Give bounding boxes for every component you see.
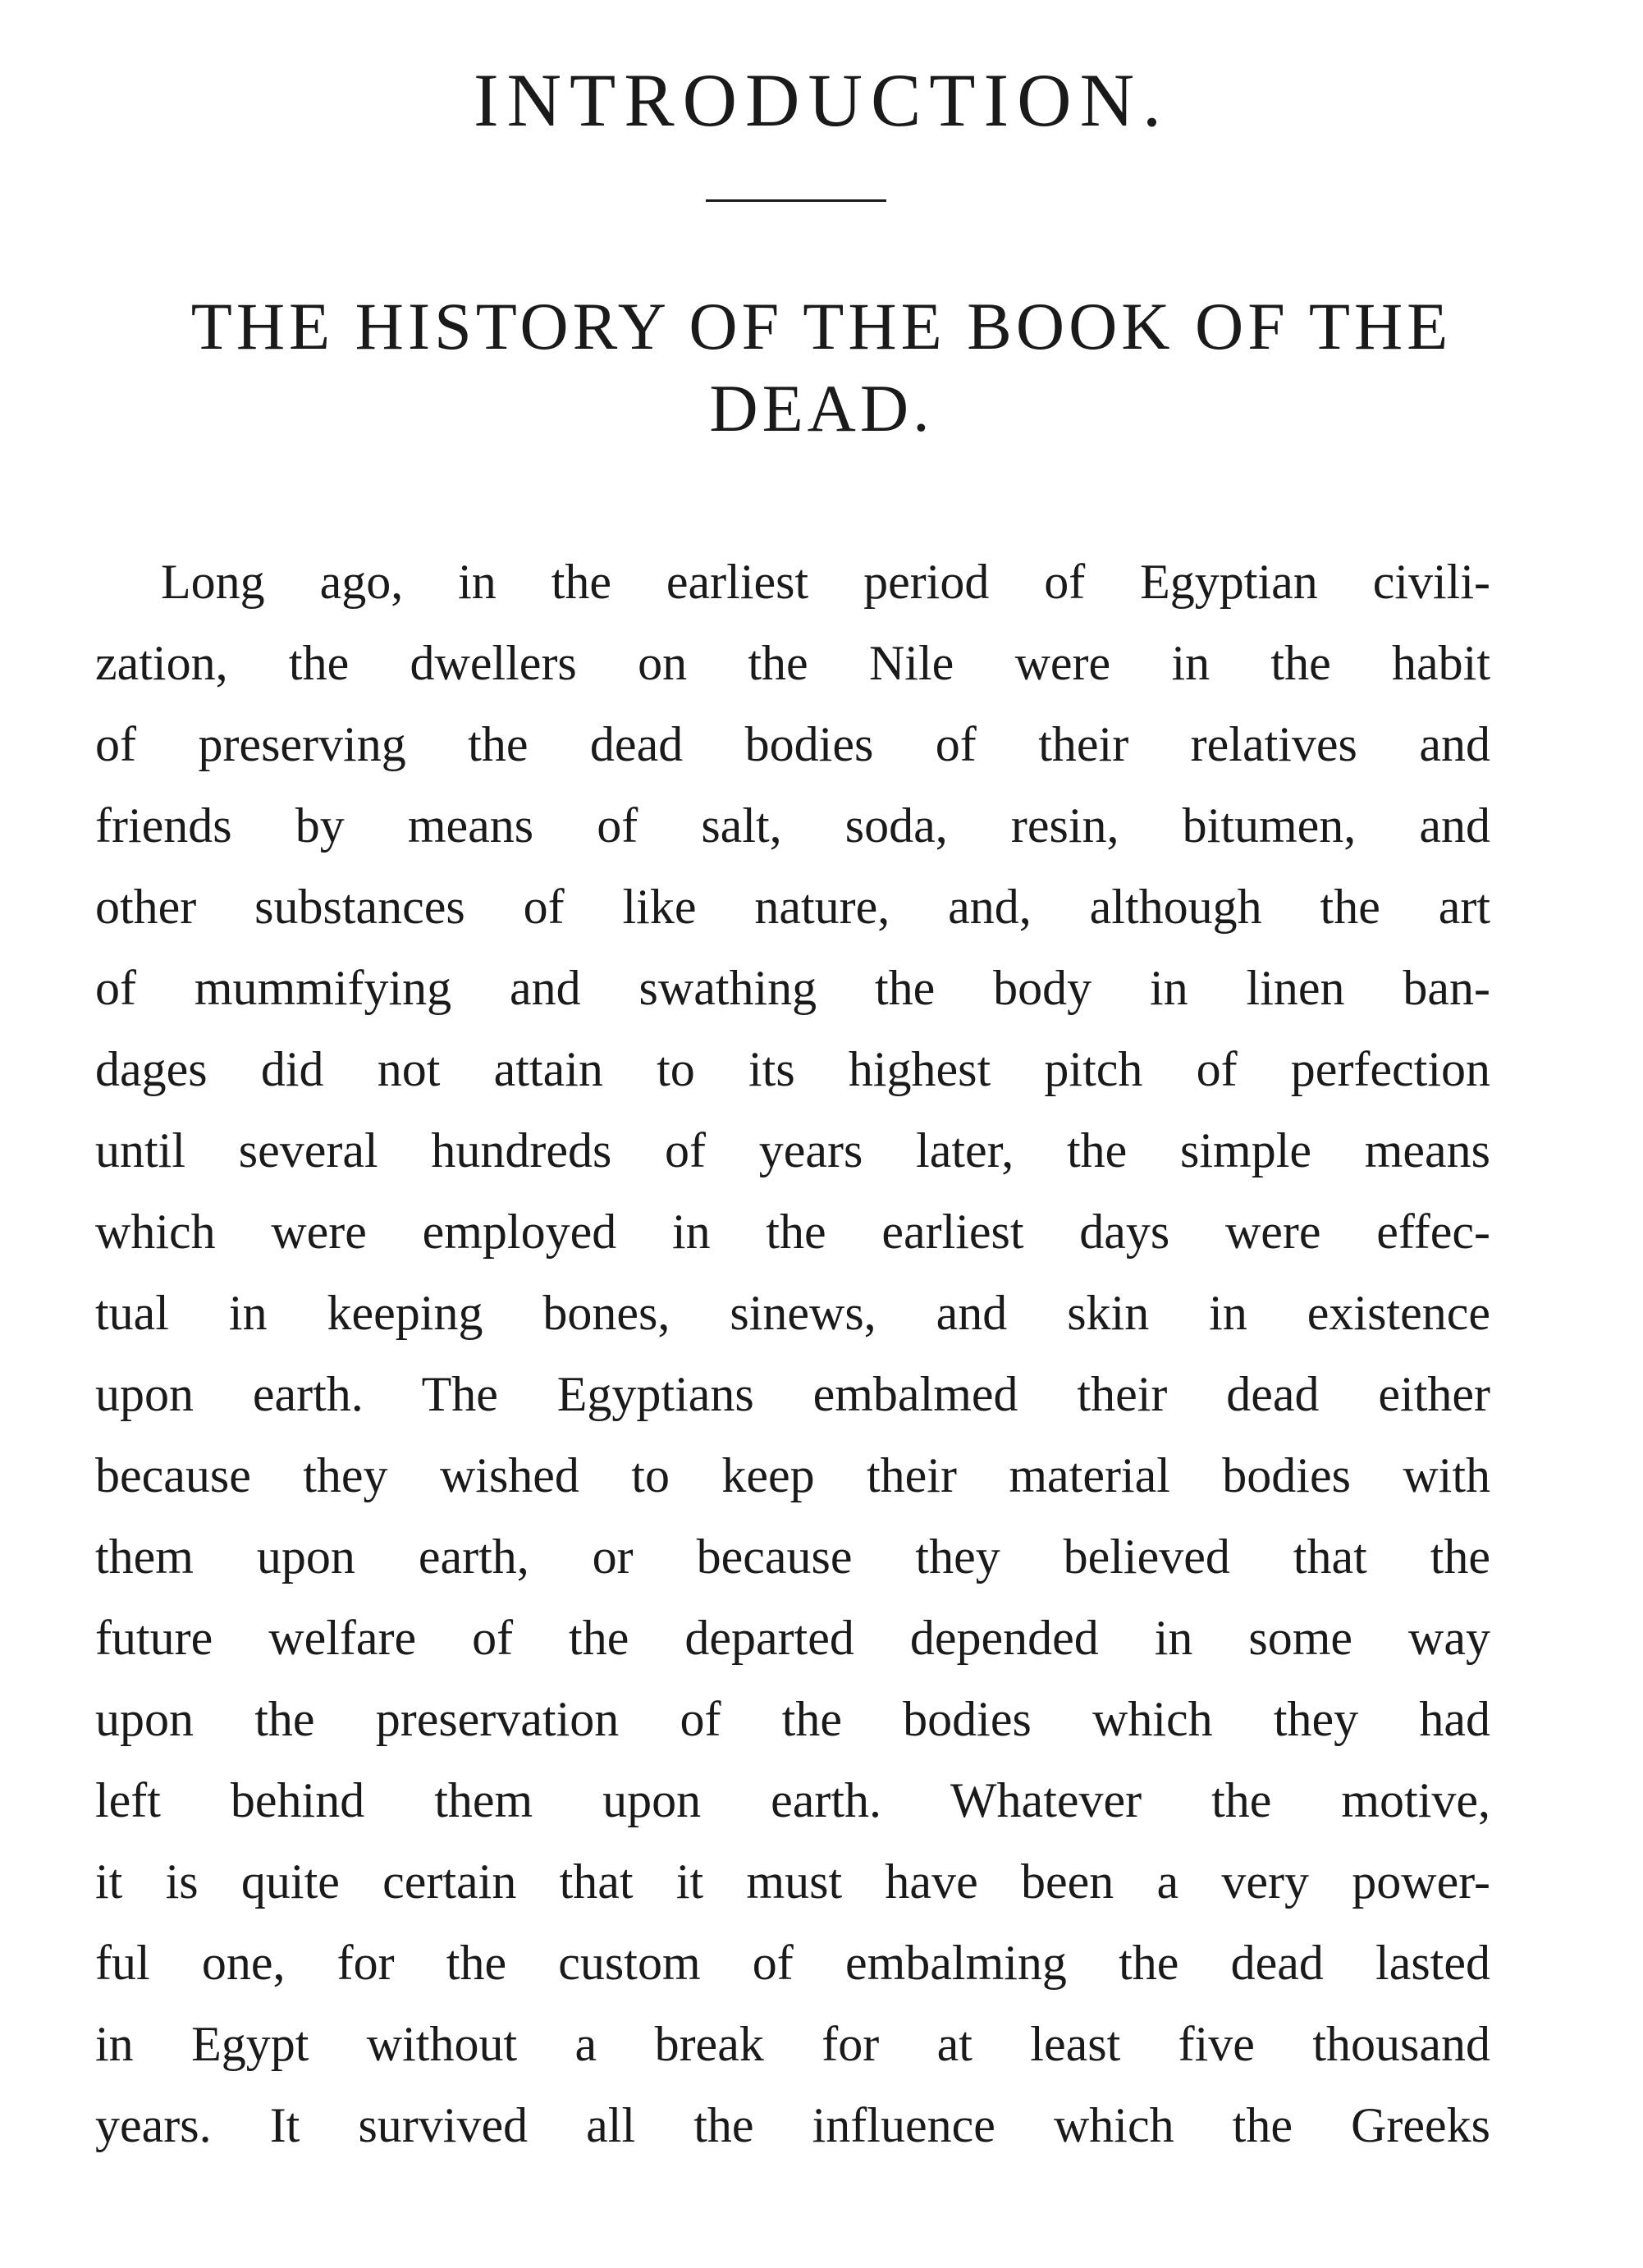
body-line: ful one, for the custom of embalming the dead lasted [95, 1936, 1490, 1990]
section-title [0, 286, 1643, 450]
body-line: of preserving the dead bodies of their relatives and [95, 717, 1490, 771]
body-line: Long ago, in the earliest period of Egyptian civili- [161, 555, 1490, 609]
body-line: zation, the dwellers on the Nile were in the habit [95, 636, 1490, 690]
body-line: dages did not attain to its highest pitch of perfection [95, 1042, 1490, 1096]
body-line: because they wished to keep their material bodies with [95, 1448, 1490, 1502]
body-line: upon earth. The Egyptians embalmed their dead either [95, 1367, 1490, 1421]
section-title-line-2: DEAD. [709, 371, 934, 446]
body-line: until several hundreds of years later, the simple means [95, 1123, 1490, 1177]
section-title-line-1: THE HISTORY OF THE BOOK OF THE [190, 289, 1453, 364]
body-line: which were employed in the earliest days were effec- [95, 1205, 1490, 1259]
body-line: of mummifying and swathing the body in linen ban- [95, 961, 1490, 1015]
body-line: them upon earth, or because they believed that the [95, 1530, 1490, 1584]
chapter-title: INTRODUCTION. [473, 58, 1170, 142]
body-line: future welfare of the departed depended in some way [95, 1611, 1490, 1665]
body-line: in Egypt without a break for at least five thousand [95, 2017, 1490, 2071]
body-line: it is quite certain that it must have been a very power- [95, 1854, 1490, 1909]
body-line: tual in keeping bones, sinews, and skin in existence [95, 1286, 1490, 1340]
body-line: friends by means of salt, soda, resin, bitumen, and [95, 798, 1490, 853]
body-line: years. It survived all the influence which the Greeks [95, 2098, 1490, 2152]
body-line: left behind them upon earth. Whatever the motive, [95, 1773, 1490, 1827]
body-line: upon the preservation of the bodies which they had [95, 1692, 1490, 1746]
body-paragraph [95, 542, 1490, 2166]
body-line: other substances of like nature, and, although the art [95, 880, 1490, 934]
title-divider [706, 199, 886, 202]
